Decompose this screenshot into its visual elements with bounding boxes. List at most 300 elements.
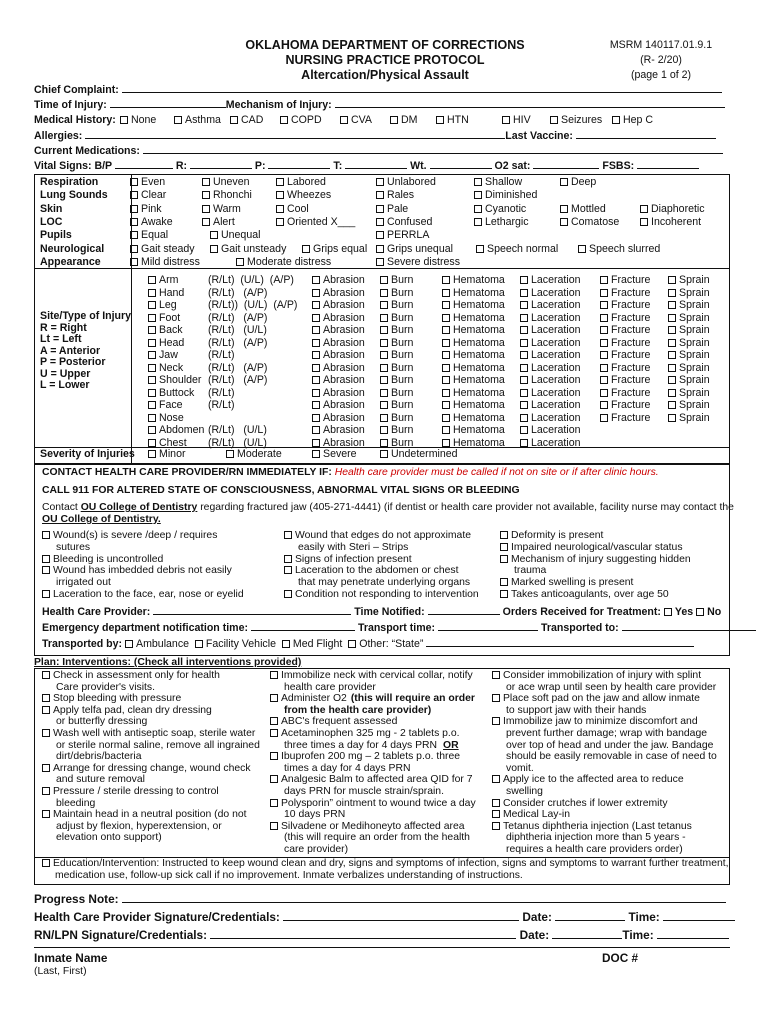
checkbox[interactable] [42,671,50,679]
fsbs-field[interactable] [637,158,699,169]
checkbox[interactable] [42,531,50,539]
medhx-dm-checkbox[interactable] [390,116,398,124]
checkbox[interactable] [270,822,278,830]
injury-laceration-abdomen[interactable] [520,424,580,436]
checkbox[interactable] [312,414,320,422]
injury-sprain-jaw[interactable] [668,349,710,361]
contact-col1-item-0[interactable] [42,530,217,541]
plan-col1-item-12[interactable] [42,809,247,820]
site-checkbox[interactable] [148,414,156,422]
contact-col2-item-5[interactable] [284,589,479,600]
checkbox[interactable] [442,326,450,334]
assessment-lung-sounds-rhonchi[interactable] [202,189,252,201]
checkbox[interactable] [520,351,528,359]
injury-burn-foot[interactable] [380,312,413,324]
checkbox[interactable] [284,566,292,574]
checkbox[interactable] [202,218,210,226]
checkbox[interactable] [380,376,388,384]
hcp-time-field[interactable] [663,910,735,921]
medhx-hep-c-checkbox[interactable] [612,116,620,124]
checkbox[interactable] [376,191,384,199]
medhx-hep-c[interactable] [612,113,653,128]
severity-undetermined[interactable] [380,448,458,460]
contact-col3-item-2[interactable] [500,554,691,565]
orders-no-checkbox[interactable] [696,608,704,616]
site-checkbox[interactable] [148,301,156,309]
assessment-respiration-even[interactable] [130,176,165,188]
injury-laceration-leg[interactable] [520,299,580,311]
checkbox[interactable] [442,414,450,422]
severity-severe[interactable] [312,448,357,460]
plan-col1-item-3[interactable] [42,705,212,716]
checkbox[interactable] [236,258,244,266]
medhx-cva-checkbox[interactable] [340,116,348,124]
injury-fracture-hand[interactable] [600,287,650,299]
checkbox[interactable] [380,364,388,372]
rn-time-field[interactable] [657,928,729,939]
injury-abrasion-hand[interactable] [312,287,365,299]
checkbox[interactable] [668,339,676,347]
checkbox[interactable] [600,389,608,397]
assessment-respiration-unlabored[interactable] [376,176,436,188]
medhx-copd[interactable] [280,113,322,128]
checkbox[interactable] [42,764,50,772]
checkbox[interactable] [270,717,278,725]
checkbox[interactable] [130,231,138,239]
injury-laceration-hand[interactable] [520,287,580,299]
checkbox[interactable] [492,822,500,830]
injury-burn-face[interactable] [380,399,413,411]
injury-fracture-shoulder[interactable] [600,374,650,386]
injury-sprain-head[interactable] [668,337,710,349]
time-of-injury-field[interactable] [110,97,226,108]
checkbox[interactable] [276,178,284,186]
site-abdomen[interactable] [148,424,204,436]
chief-complaint-field[interactable] [122,82,722,93]
injury-abrasion-nose[interactable] [312,412,365,424]
checkbox[interactable] [42,590,50,598]
checkbox[interactable] [376,178,384,186]
checkbox[interactable] [312,314,320,322]
p-field[interactable] [268,158,330,169]
contact-col3-item-0[interactable] [500,530,603,541]
site-head[interactable] [148,337,184,349]
injury-laceration-foot[interactable] [520,312,580,324]
plan-col3-item-4[interactable] [492,716,698,727]
assessment-loc-confused[interactable] [376,216,432,228]
checkbox[interactable] [312,401,320,409]
checkbox[interactable] [380,439,388,447]
checkbox[interactable] [560,205,568,213]
injury-burn-nose[interactable] [380,412,413,424]
medhx-asthma-checkbox[interactable] [174,116,182,124]
checkbox[interactable] [130,245,138,253]
transport-time-field[interactable] [438,620,538,631]
plan-col3-item-13[interactable] [492,821,692,832]
contact-col1-item-2[interactable] [42,554,163,565]
checkbox[interactable] [202,205,210,213]
checkbox[interactable] [600,339,608,347]
checkbox[interactable] [226,450,234,458]
checkbox[interactable] [42,787,50,795]
medhx-cad[interactable] [230,113,263,128]
site-checkbox[interactable] [148,401,156,409]
injury-abrasion-abdomen[interactable] [312,424,365,436]
plan-col2-item-11[interactable] [270,774,473,785]
assessment-lung-sounds-diminished[interactable] [474,189,537,201]
assessment-loc-oriented-x[interactable] [276,216,355,228]
injury-abrasion-back[interactable] [312,324,365,336]
checkbox[interactable] [130,191,138,199]
assessment-neurological-speech-normal[interactable] [476,243,558,255]
checkbox[interactable] [312,376,320,384]
checkbox[interactable] [442,376,450,384]
checkbox[interactable] [442,301,450,309]
injury-burn-back[interactable] [380,324,413,336]
injury-abrasion-shoulder[interactable] [312,374,365,386]
site-nose[interactable] [148,412,184,424]
site-shoulder[interactable] [148,374,201,386]
checkbox[interactable] [380,389,388,397]
checkbox[interactable] [312,426,320,434]
transported-to-field[interactable] [622,620,756,631]
site-back[interactable] [148,324,183,336]
checkbox[interactable] [312,339,320,347]
injury-abrasion-neck[interactable] [312,362,365,374]
checkbox[interactable] [130,178,138,186]
checkbox[interactable] [668,276,676,284]
contact-col3-item-1[interactable] [500,542,683,553]
checkbox[interactable] [520,301,528,309]
injury-fracture-neck[interactable] [600,362,650,374]
injury-hematoma-nose[interactable] [442,412,505,424]
injury-laceration-neck[interactable] [520,362,580,374]
checkbox[interactable] [668,301,676,309]
checkbox[interactable] [276,205,284,213]
checkbox[interactable] [42,706,50,714]
checkbox[interactable] [578,245,586,253]
assessment-appearance-moderate-distress[interactable] [236,256,331,268]
checkbox[interactable] [380,450,388,458]
checkbox[interactable] [520,376,528,384]
medhx-seizures-checkbox[interactable] [550,116,558,124]
checkbox[interactable] [312,301,320,309]
contact-col2-item-3[interactable] [284,565,458,576]
rn-sig-field[interactable] [210,928,516,939]
o2-field[interactable] [533,158,599,169]
plan-col3-item-2[interactable] [492,693,700,704]
checkbox[interactable] [492,671,500,679]
checkbox[interactable] [42,566,50,574]
checkbox[interactable] [600,314,608,322]
injury-laceration-shoulder[interactable] [520,374,580,386]
injury-abrasion-leg[interactable] [312,299,365,311]
assessment-skin-diaphoretic[interactable] [640,203,705,215]
site-neck[interactable] [148,362,183,374]
severity-minor[interactable] [148,448,186,460]
bp-field[interactable] [115,158,173,169]
checkbox[interactable] [640,218,648,226]
checkbox[interactable] [476,245,484,253]
injury-sprain-leg[interactable] [668,299,710,311]
checkbox[interactable] [500,578,508,586]
site-hand[interactable] [148,287,184,299]
injury-hematoma-hand[interactable] [442,287,505,299]
checkbox[interactable] [520,389,528,397]
injury-abrasion-foot[interactable] [312,312,365,324]
injury-abrasion-jaw[interactable] [312,349,365,361]
injury-laceration-buttock[interactable] [520,387,580,399]
hcp-field[interactable] [153,604,351,615]
site-checkbox[interactable] [148,339,156,347]
checkbox[interactable] [376,231,384,239]
checkbox[interactable] [312,289,320,297]
checkbox[interactable] [500,531,508,539]
injury-laceration-back[interactable] [520,324,580,336]
site-checkbox[interactable] [148,426,156,434]
site-checkbox[interactable] [148,314,156,322]
checkbox[interactable] [312,389,320,397]
contact-col2-item-2[interactable] [284,554,412,565]
checkbox[interactable] [376,245,384,253]
checkbox[interactable] [668,326,676,334]
medhx-asthma[interactable] [174,113,221,128]
hcp-date-field[interactable] [555,910,625,921]
injury-burn-head[interactable] [380,337,413,349]
assessment-pupils-equal[interactable] [130,229,168,241]
checkbox[interactable] [600,351,608,359]
injury-laceration-arm[interactable] [520,274,580,286]
facility-vehicle-checkbox[interactable] [195,640,203,648]
site-foot[interactable] [148,312,180,324]
assessment-pupils-perrla[interactable] [376,229,429,241]
injury-fracture-foot[interactable] [600,312,650,324]
injury-fracture-face[interactable] [600,399,650,411]
plan-col2-item-0[interactable] [270,670,473,681]
site-checkbox[interactable] [148,439,156,447]
contact-col3-item-4[interactable] [500,577,633,588]
checkbox[interactable] [380,401,388,409]
injury-sprain-hand[interactable] [668,287,710,299]
checkbox[interactable] [210,245,218,253]
injury-hematoma-back[interactable] [442,324,505,336]
plan-col3-item-11[interactable] [492,798,668,809]
assessment-skin-cool[interactable] [276,203,309,215]
injury-hematoma-neck[interactable] [442,362,505,374]
checkbox[interactable] [492,717,500,725]
medhx-htn[interactable] [436,113,469,128]
medhx-none[interactable] [120,113,156,128]
checkbox[interactable] [130,258,138,266]
injury-burn-shoulder[interactable] [380,374,413,386]
checkbox[interactable] [520,339,528,347]
checkbox[interactable] [668,314,676,322]
checkbox[interactable] [284,531,292,539]
assessment-neurological-grips-unequal[interactable] [376,243,453,255]
assessment-appearance-mild-distress[interactable] [130,256,200,268]
injury-hematoma-leg[interactable] [442,299,505,311]
wt-field[interactable] [430,158,492,169]
checkbox[interactable] [42,555,50,563]
site-checkbox[interactable] [148,389,156,397]
plan-col2-item-9[interactable] [270,751,460,762]
injury-sprain-foot[interactable] [668,312,710,324]
plan-col1-item-0[interactable] [42,670,220,681]
checkbox[interactable] [380,289,388,297]
checkbox[interactable] [148,450,156,458]
site-buttock[interactable] [148,387,194,399]
checkbox[interactable] [600,301,608,309]
checkbox[interactable] [270,799,278,807]
checkbox[interactable] [302,245,310,253]
plan-col2-item-5[interactable] [270,716,397,727]
plan-col3-item-12[interactable] [492,809,570,820]
other-checkbox[interactable] [348,640,356,648]
assessment-skin-cyanotic[interactable] [474,203,526,215]
mechanism-field[interactable] [335,97,725,108]
checkbox[interactable] [380,276,388,284]
injury-burn-chest[interactable] [380,437,413,449]
medhx-htn-checkbox[interactable] [436,116,444,124]
injury-hematoma-face[interactable] [442,399,505,411]
checkbox[interactable] [520,314,528,322]
injury-abrasion-face[interactable] [312,399,365,411]
plan-col2-item-6[interactable] [270,728,459,739]
ed-time-field[interactable] [251,620,355,631]
checkbox[interactable] [380,351,388,359]
assessment-neurological-grips-equal[interactable] [302,243,367,255]
injury-hematoma-arm[interactable] [442,274,505,286]
checkbox[interactable] [202,178,210,186]
medhx-none-checkbox[interactable] [120,116,128,124]
injury-fracture-jaw[interactable] [600,349,650,361]
assessment-appearance-severe-distress[interactable] [376,256,460,268]
injury-burn-hand[interactable] [380,287,413,299]
site-checkbox[interactable] [148,289,156,297]
medhx-cva[interactable] [340,113,372,128]
site-checkbox[interactable] [148,351,156,359]
injury-fracture-nose[interactable] [600,412,650,424]
plan-col3-item-9[interactable] [492,774,684,785]
checkbox[interactable] [376,218,384,226]
contact-col1-item-3[interactable] [42,565,232,576]
injury-sprain-neck[interactable] [668,362,710,374]
checkbox[interactable] [474,205,482,213]
checkbox[interactable] [380,414,388,422]
checkbox[interactable] [276,191,284,199]
assessment-loc-comatose[interactable] [560,216,619,228]
checkbox[interactable] [668,364,676,372]
checkbox[interactable] [668,389,676,397]
injury-fracture-back[interactable] [600,324,650,336]
injury-fracture-leg[interactable] [600,299,650,311]
assessment-skin-pink[interactable] [130,203,162,215]
checkbox[interactable] [600,414,608,422]
injury-laceration-nose[interactable] [520,412,580,424]
checkbox[interactable] [312,450,320,458]
education-checkbox[interactable] [42,859,50,867]
site-checkbox[interactable] [148,276,156,284]
t-field[interactable] [345,158,407,169]
checkbox[interactable] [380,301,388,309]
checkbox[interactable] [492,775,500,783]
assessment-loc-awake[interactable] [130,216,173,228]
plan-col1-item-5[interactable] [42,728,255,739]
checkbox[interactable] [520,326,528,334]
checkbox[interactable] [492,810,500,818]
site-arm[interactable] [148,274,178,286]
checkbox[interactable] [312,351,320,359]
assessment-skin-mottled[interactable] [560,203,606,215]
checkbox[interactable] [600,326,608,334]
injury-abrasion-chest[interactable] [312,437,365,449]
ambulance-checkbox[interactable] [125,640,133,648]
r-field[interactable] [190,158,252,169]
assessment-pupils-unequal[interactable] [210,229,260,241]
checkbox[interactable] [668,351,676,359]
assessment-skin-pale[interactable] [376,203,408,215]
injury-laceration-jaw[interactable] [520,349,580,361]
assessment-loc-incoherent[interactable] [640,216,701,228]
checkbox[interactable] [560,218,568,226]
injury-sprain-buttock[interactable] [668,387,710,399]
injury-burn-abdomen[interactable] [380,424,413,436]
assessment-neurological-gait-unsteady[interactable] [210,243,286,255]
site-checkbox[interactable] [148,376,156,384]
checkbox[interactable] [600,276,608,284]
assessment-lung-sounds-rales[interactable] [376,189,414,201]
checkbox[interactable] [376,258,384,266]
site-checkbox[interactable] [148,326,156,334]
checkbox[interactable] [312,364,320,372]
site-chest[interactable] [148,437,187,449]
checkbox[interactable] [600,364,608,372]
assessment-neurological-speech-slurred[interactable] [578,243,660,255]
checkbox[interactable] [442,351,450,359]
assessment-respiration-labored[interactable] [276,176,326,188]
checkbox[interactable] [42,694,50,702]
contact-col3-item-5[interactable] [500,589,669,600]
site-face[interactable] [148,399,183,411]
injury-burn-jaw[interactable] [380,349,413,361]
checkbox[interactable] [442,339,450,347]
injury-fracture-head[interactable] [600,337,650,349]
injury-laceration-chest[interactable] [520,437,580,449]
checkbox[interactable] [270,775,278,783]
checkbox[interactable] [520,414,528,422]
checkbox[interactable] [474,191,482,199]
injury-hematoma-head[interactable] [442,337,505,349]
checkbox[interactable] [560,178,568,186]
assessment-loc-alert[interactable] [202,216,235,228]
plan-col1-item-10[interactable] [42,786,219,797]
injury-burn-arm[interactable] [380,274,413,286]
injury-hematoma-chest[interactable] [442,437,505,449]
current-medications-field[interactable] [143,143,723,154]
checkbox[interactable] [492,694,500,702]
plan-col3-item-0[interactable] [492,670,701,681]
checkbox[interactable] [668,414,676,422]
rn-date-field[interactable] [552,928,622,939]
allergies-field[interactable] [85,128,505,139]
checkbox[interactable] [284,590,292,598]
plan-col1-item-8[interactable] [42,763,251,774]
plan-col2-item-2[interactable] [270,693,475,704]
assessment-skin-warm[interactable] [202,203,241,215]
medhx-dm[interactable] [390,113,417,128]
injury-hematoma-foot[interactable] [442,312,505,324]
checkbox[interactable] [520,289,528,297]
